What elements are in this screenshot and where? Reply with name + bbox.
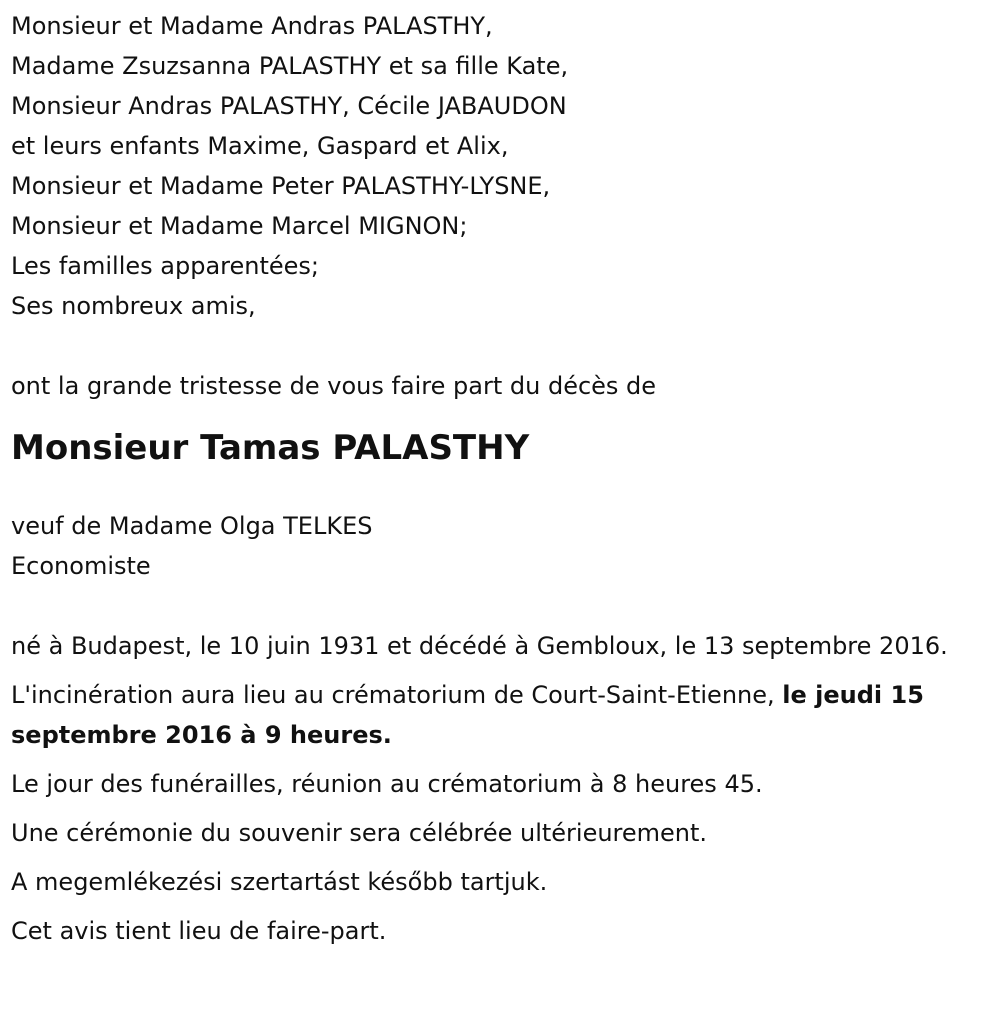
family-line: Monsieur et Madame Andras PALASTHY,: [11, 12, 493, 40]
family-line: Monsieur Andras PALASTHY, Cécile JABAUDON: [11, 92, 567, 120]
ceremony-text: Une cérémonie du souvenir sera célébrée ultérieurement.: [11, 819, 708, 847]
spouse-text: veuf de Madame Olga TELKES: [11, 512, 373, 540]
cremation-location: L'incinération aura lieu au crématorium de Court-Saint-Etienne,: [11, 681, 783, 709]
cremation-text: [11, 675, 986, 755]
cremation-date: le jeudi 15 septembre 2016 à 9 heures.: [11, 681, 924, 749]
birth-death-text: né à Budapest, le 10 juin 1931 et décédé à Gembloux, le 13 septembre 2016.: [11, 632, 948, 660]
closing-text: Cet avis tient lieu de faire-part.: [11, 917, 387, 945]
family-list: [11, 6, 986, 326]
family-line: Les familles apparentées;: [11, 252, 320, 280]
deceased-name: Monsieur Tamas PALASTHY: [11, 428, 530, 468]
family-line: Ses nombreux amis,: [11, 292, 256, 320]
hungarian-text: A megemlékezési szertartást később tartjuk.: [11, 868, 548, 896]
announcement-text: ont la grande tristesse de vous faire part du décès de: [11, 372, 657, 400]
family-line: et leurs enfants Maxime, Gaspard et Alix,: [11, 132, 509, 160]
family-line: Madame Zsuzsanna PALASTHY et sa fille Kate,: [11, 52, 569, 80]
meeting-text: Le jour des funérailles, réunion au crématorium à 8 heures 45.: [11, 770, 763, 798]
family-line: Monsieur et Madame Marcel MIGNON;: [11, 212, 468, 240]
family-line: Monsieur et Madame Peter PALASTHY-LYSNE,: [11, 172, 551, 200]
obituary-notice: [11, 6, 986, 960]
profession-text: Economiste: [11, 552, 151, 580]
